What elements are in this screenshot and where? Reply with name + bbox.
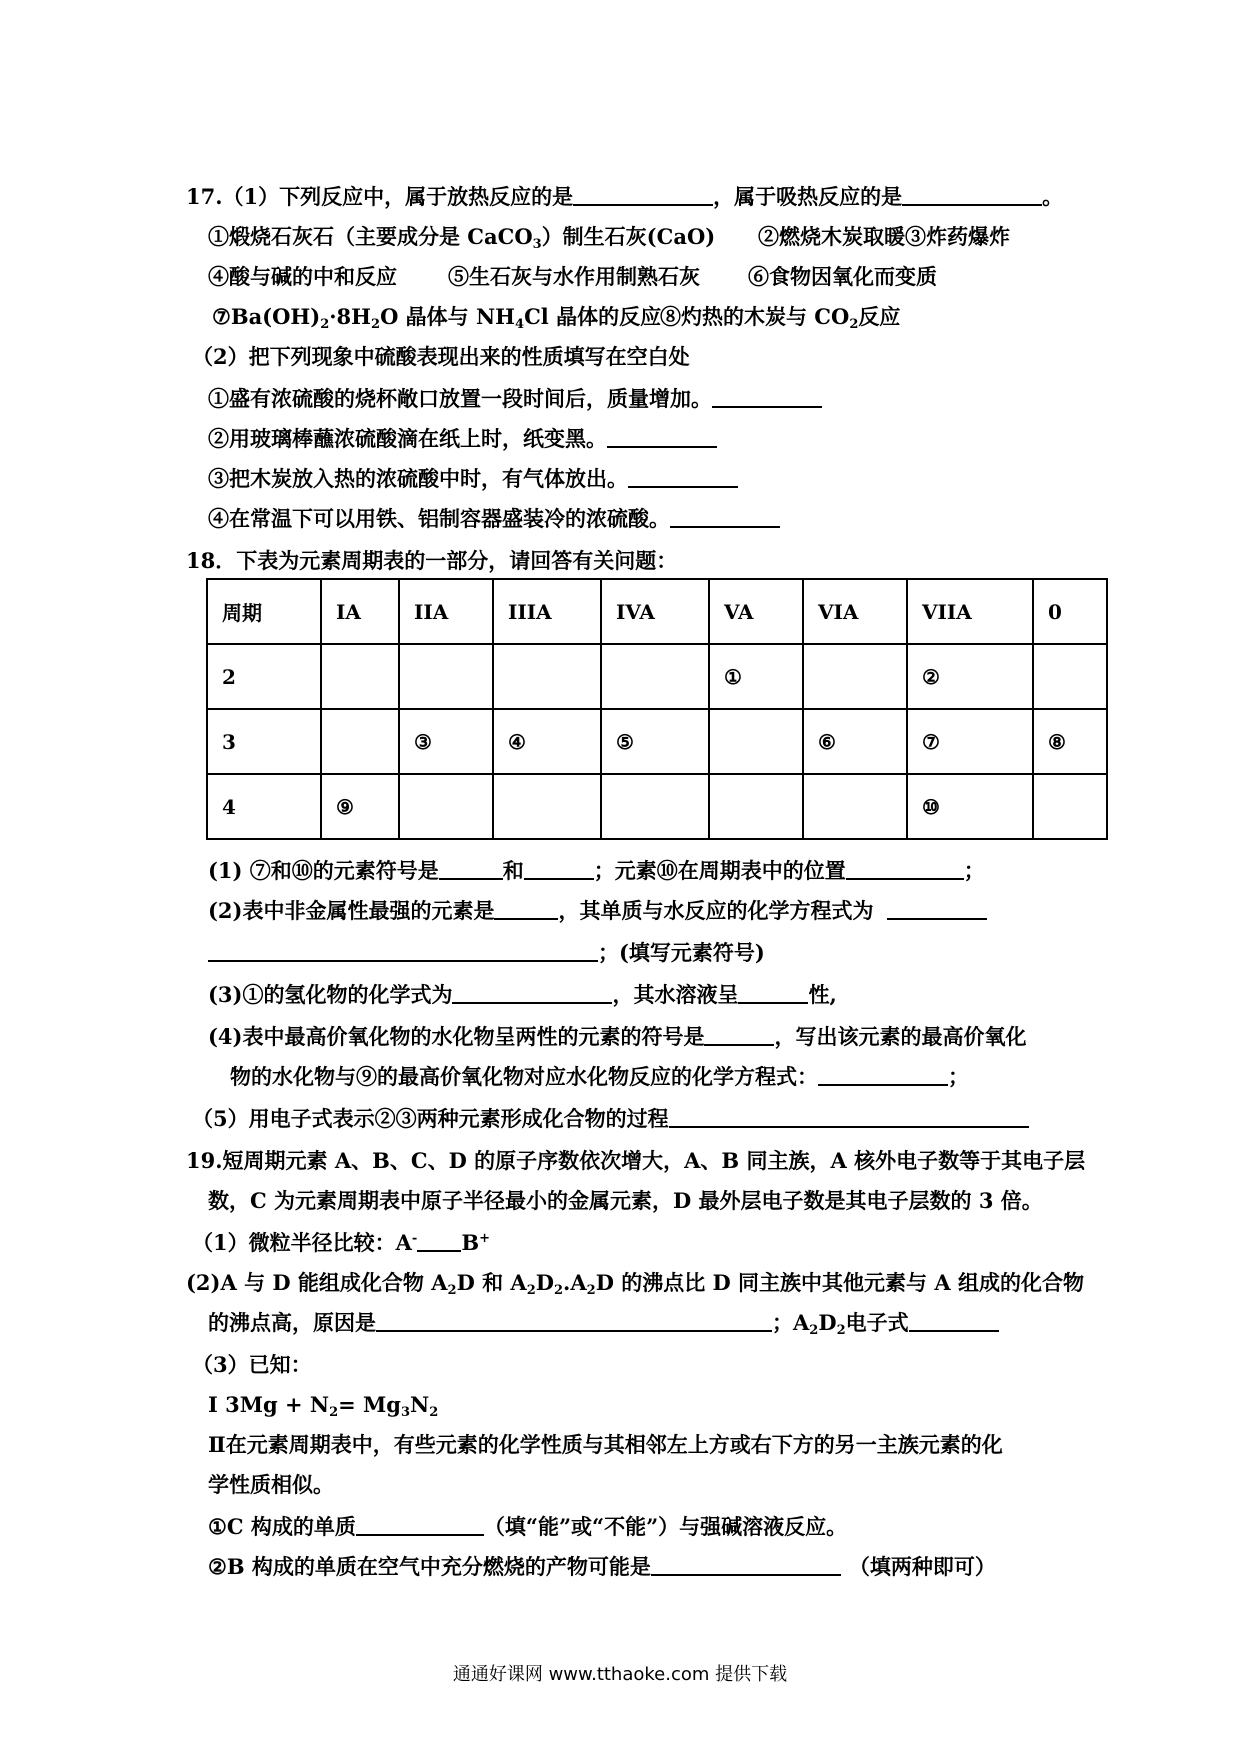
q17-item1-text: ①煅烧石灰石（主要成分是 CaCO <box>208 224 533 249</box>
answer-blank[interactable] <box>417 1228 461 1252</box>
q18-p2-cont <box>208 938 765 968</box>
answer-blank[interactable] <box>846 856 964 880</box>
table-header-row <box>207 579 1107 644</box>
superscript: + <box>479 1231 490 1246</box>
subscript: 2 <box>329 1405 339 1420</box>
q19-c2 <box>208 1552 996 1582</box>
q18-p3 <box>208 980 837 1010</box>
answer-blank[interactable] <box>628 464 738 488</box>
q17-item8 <box>660 302 900 332</box>
q17-item7 <box>212 302 661 332</box>
q17-item8-text-b: 反应 <box>858 304 901 329</box>
q18-p1-text: (1) ⑦和⑩的元素符号是 <box>208 858 439 883</box>
table-cell <box>399 774 493 839</box>
table-header: VIA <box>803 579 907 644</box>
answer-blank[interactable] <box>909 1308 999 1332</box>
q19-p3-i-text-c: N <box>410 1392 430 1417</box>
answer-blank[interactable] <box>439 856 503 880</box>
q18-p3-text-b: ，其水溶液呈 <box>612 982 739 1007</box>
table-cell <box>709 709 803 774</box>
q19-p3-ii: Ⅱ在元素周期表中，有些元素的化学性质与其相邻左上方或右下方的另一主族元素的化 <box>208 1432 1003 1457</box>
table-cell: ② <box>907 644 1033 709</box>
q19-p3-i <box>208 1390 438 1420</box>
subscript: 2 <box>447 1283 457 1298</box>
q18-p3-text: (3)①的氢化物的化学式为 <box>208 982 453 1007</box>
q18-p1 <box>208 856 985 886</box>
subscript: 2 <box>586 1283 596 1298</box>
table-cell: ⑥ <box>803 709 907 774</box>
q18-p5 <box>192 1104 1029 1134</box>
answer-blank[interactable] <box>607 424 717 448</box>
q19-line2: 数，C 为元素周期表中原子半径最小的金属元素，D 最外层电子数是其电子层数的 3 倍。 <box>208 1188 1043 1213</box>
q19-p3-i-text-b: = Mg <box>338 1392 401 1417</box>
q18-p1-text-c: ；元素⑩在周期表中的位置 <box>593 858 846 883</box>
table-cell: 4 <box>207 774 321 839</box>
q19-p2-text-e: D 的沸点比 D 同主族中其他元素与 A 组成的化合物 <box>595 1270 1084 1295</box>
table-header: IIIA <box>493 579 601 644</box>
table-cell <box>399 644 493 709</box>
table-cell: ⑩ <box>907 774 1033 839</box>
q19-c1 <box>208 1512 847 1542</box>
q17-s4-text: ④在常温下可以用铁、铝制容器盛装冷的浓硫酸。 <box>208 506 670 531</box>
q18-p2 <box>208 896 987 926</box>
periodic-table <box>206 578 1108 840</box>
q19-p3-ii-cont: 学性质相似。 <box>208 1472 334 1497</box>
answer-blank[interactable] <box>651 1552 841 1576</box>
table-header: 周期 <box>207 579 321 644</box>
q17-item5: ⑤生石灰与水作用制熟石灰 <box>448 264 700 289</box>
q18-intro: 18．下表为元素周期表的一部分，请回答有关问题： <box>186 548 678 573</box>
table-cell <box>601 774 709 839</box>
table-row <box>207 774 1107 839</box>
subscript: 2 <box>429 1405 439 1420</box>
q19-p2-text-c: D <box>535 1270 554 1295</box>
page-footer: 通通好课网 www.tthaoke.com 提供下载 <box>452 1664 788 1685</box>
subscript: 3 <box>532 237 542 252</box>
answer-blank[interactable] <box>887 896 987 920</box>
answer-blank[interactable] <box>356 1512 484 1536</box>
q17-s4 <box>208 504 780 534</box>
subscript: 4 <box>515 317 525 332</box>
table-cell: ① <box>709 644 803 709</box>
q18-p2-text: (2)表中非金属性最强的元素是 <box>208 898 495 923</box>
q18-p4-text-c: 物的水化物与⑨的最高价氧化物对应水化物反应的化学方程式： <box>230 1064 818 1089</box>
table-cell <box>803 644 907 709</box>
q19-p2-cont <box>208 1308 999 1338</box>
table-cell <box>601 644 709 709</box>
q19-p3-i-text: Ⅰ 3Mg + N <box>208 1392 330 1417</box>
q19-p2-text-d: .A <box>563 1270 587 1295</box>
q17-item7-text: ⑦Ba(OH) <box>212 304 321 329</box>
answer-blank[interactable] <box>494 896 558 920</box>
q18-p4-text: (4)表中最高价氧化物的水化物呈两性的元素的符号是 <box>208 1024 705 1049</box>
table-header: VA <box>709 579 803 644</box>
answer-blank[interactable] <box>208 938 598 962</box>
q17-item7-text-b: ·8H <box>329 304 372 329</box>
q17-part2: （2）把下列现象中硫酸表现出来的性质填写在空白处 <box>192 344 690 369</box>
q17-item2: ②燃烧木炭取暖③炸药爆炸 <box>758 224 1010 249</box>
q19-p2 <box>186 1268 1084 1298</box>
q19-c2-text-b: （填两种即可） <box>848 1554 996 1579</box>
q17-s1 <box>208 384 822 414</box>
q19-p3: （3）已知： <box>192 1352 312 1377</box>
q18-p3-text-c: 性, <box>808 982 837 1007</box>
answer-blank[interactable] <box>573 182 713 206</box>
table-header: IA <box>321 579 399 644</box>
answer-blank[interactable] <box>376 1308 772 1332</box>
q18-p4 <box>208 1022 1026 1052</box>
answer-blank[interactable] <box>669 1104 1029 1128</box>
answer-blank[interactable] <box>712 384 822 408</box>
q18-p1-end: ； <box>963 858 985 883</box>
subscript: 3 <box>400 1405 411 1420</box>
q17-item7-text-c: O 晶体与 NH <box>380 304 516 329</box>
table-cell: ④ <box>493 709 601 774</box>
q17-intro-text: 17.（1）下列反应中，属于放热反应的是 <box>186 184 574 209</box>
q17-s1-text: ①盛有浓硫酸的烧杯敞口放置一段时间后，质量增加。 <box>208 386 712 411</box>
q19-p2-text-i: 电子式 <box>845 1310 909 1335</box>
q17-item6: ⑥食物因氧化而变质 <box>748 264 937 289</box>
q19-p2-text-b: D 和 A <box>456 1270 527 1295</box>
answer-blank[interactable] <box>818 1062 948 1086</box>
table-header: 0 <box>1033 579 1107 644</box>
q17-s2 <box>208 424 717 454</box>
table-cell: ⑤ <box>601 709 709 774</box>
table-cell <box>709 774 803 839</box>
table-cell <box>493 774 601 839</box>
q17-intro-text-b: ，属于吸热反应的是 <box>713 184 903 209</box>
subscript: 2 <box>371 317 381 332</box>
table-cell <box>803 774 907 839</box>
q17-s2-text: ②用玻璃棒蘸浓硫酸滴在纸上时，纸变黑。 <box>208 426 607 451</box>
q17-item7-text-d: Cl 晶体的反应 <box>524 304 662 329</box>
subscript: 2 <box>836 1323 846 1338</box>
table-header: IIA <box>399 579 493 644</box>
q18-p5-text: （5）用电子式表示②③两种元素形成化合物的过程 <box>192 1106 669 1131</box>
q19-p2-text: (2)A 与 D 能组成化合物 A <box>186 1270 448 1295</box>
subscript: 2 <box>809 1323 819 1338</box>
answer-blank[interactable] <box>902 182 1042 206</box>
table-row <box>207 709 1107 774</box>
q19-line1: 19.短周期元素 A、B、C、D 的原子序数依次增大，A、B 同主族，A 核外电子数等于其电子层 <box>186 1148 1086 1173</box>
q17-item1-text-b: ）制生石灰(CaO) <box>541 224 716 249</box>
q19-p1 <box>192 1228 490 1258</box>
table-cell <box>1033 774 1107 839</box>
q17-s3 <box>208 464 738 494</box>
q19-c1-text-b: （填“能”或“不能”）与强碱溶液反应。 <box>483 1514 848 1539</box>
q19-p2-text-g: ；A <box>772 1310 810 1335</box>
answer-blank[interactable] <box>704 1022 774 1046</box>
table-cell: ⑧ <box>1033 709 1107 774</box>
table-header: IVA <box>601 579 709 644</box>
answer-blank[interactable] <box>452 980 612 1004</box>
subscript: 2 <box>320 317 330 332</box>
subscript: 2 <box>526 1283 536 1298</box>
table-row <box>207 644 1107 709</box>
answer-blank[interactable] <box>524 856 594 880</box>
q18-p2-text-b: ，其单质与水反应的化学方程式为 <box>558 898 874 923</box>
table-cell <box>1033 644 1107 709</box>
q18-p4-end: ； <box>948 1064 969 1089</box>
table-cell: 2 <box>207 644 321 709</box>
q18-p2-text-c: ；(填写元素符号) <box>598 940 765 965</box>
answer-blank[interactable] <box>738 980 808 1004</box>
table-cell: ⑨ <box>321 774 399 839</box>
superscript: - <box>411 1231 418 1246</box>
q17-item8-text: ⑧灼热的木炭与 CO <box>660 304 850 329</box>
table-cell <box>493 644 601 709</box>
table-cell: 3 <box>207 709 321 774</box>
q17-intro <box>186 182 1063 212</box>
q17-item1 <box>208 222 715 252</box>
q19-c2-text: ②B 构成的单质在空气中充分燃烧的产物可能是 <box>208 1554 651 1579</box>
q19-p2-text-f: 的沸点高，原因是 <box>208 1310 376 1335</box>
q18-p4-cont <box>230 1062 969 1092</box>
q18-p1-text-b: 和 <box>502 858 524 883</box>
q17-item4: ④酸与碱的中和反应 <box>208 264 397 289</box>
subscript: 2 <box>553 1283 564 1298</box>
table-cell <box>321 644 399 709</box>
q19-p1-text: （1）微粒半径比较：A <box>192 1230 412 1255</box>
table-cell: ⑦ <box>907 709 1033 774</box>
q18-p4-text-b: ，写出该元素的最高价氧化 <box>774 1024 1027 1049</box>
answer-blank[interactable] <box>670 504 780 528</box>
table-header: VIIA <box>907 579 1033 644</box>
table-cell: ③ <box>399 709 493 774</box>
q17-intro-end: 。 <box>1042 184 1064 209</box>
table-cell <box>321 709 399 774</box>
q19-p2-text-h: D <box>818 1310 837 1335</box>
q19-c1-text: ①C 构成的单质 <box>208 1514 356 1539</box>
q17-s3-text: ③把木炭放入热的浓硫酸中时，有气体放出。 <box>208 466 628 491</box>
q19-p1-text-b: B <box>461 1230 480 1255</box>
subscript: 2 <box>849 317 859 332</box>
